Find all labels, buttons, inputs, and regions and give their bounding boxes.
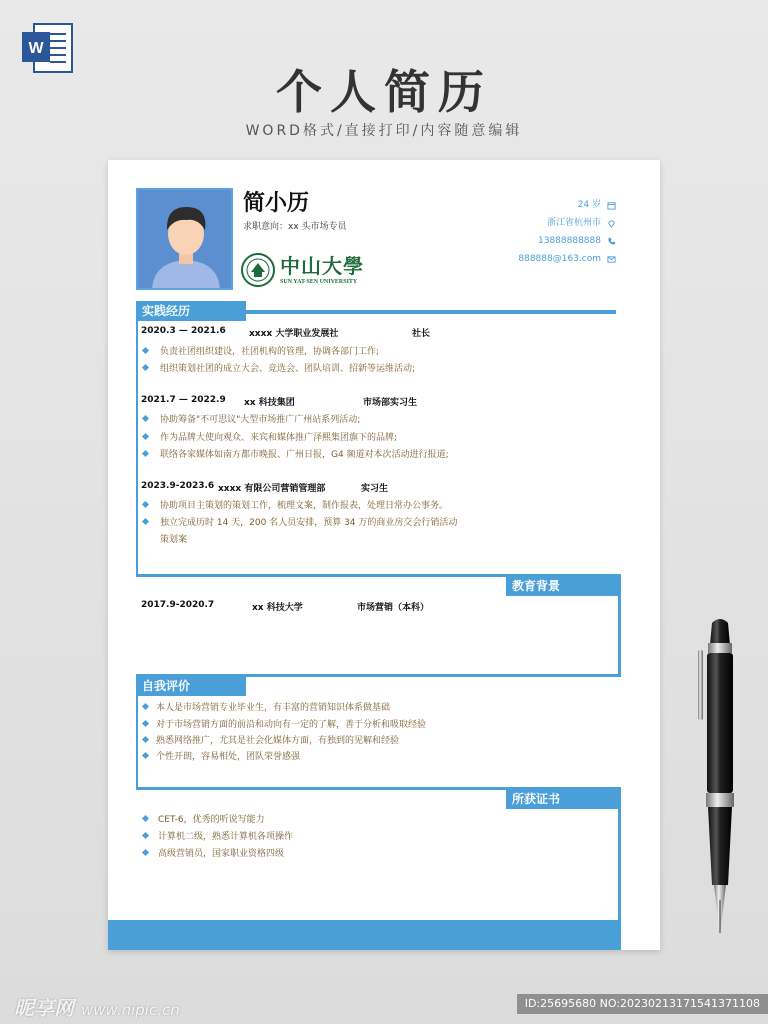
list-item: 个性开朗，容易相处，团队荣誉感强 <box>143 749 300 762</box>
page-title: 个人简历 <box>276 65 492 119</box>
list-item: 协助项目主策划的策划工作，梳理文案，制作报表，处理日常办公事务。 <box>143 498 448 511</box>
section-self-eval-heading: 自我评价 <box>136 676 246 696</box>
diamond-bullet-icon <box>142 736 149 743</box>
watermark-brand: 昵享网 www.nipic.cn <box>14 996 180 1020</box>
entry-org: xx 科技集团 <box>244 398 295 408</box>
diamond-bullet-icon <box>142 501 149 508</box>
list-item: 高级营销员，国家职业资格四级 <box>143 846 284 859</box>
entry-role: 市场部实习生 <box>363 398 418 408</box>
divider-line <box>136 310 138 576</box>
calendar-icon <box>607 201 616 210</box>
entry-role: 实习生 <box>361 484 389 494</box>
contact-info <box>518 196 616 268</box>
svg-text:W: W <box>28 40 44 57</box>
school-emblem-icon <box>240 252 276 288</box>
phone-text: 13888888888 <box>538 236 601 246</box>
diamond-bullet-icon <box>142 815 149 822</box>
education-school: xx 科技大学 <box>252 603 303 613</box>
fountain-pen-icon <box>690 615 750 945</box>
watermark-id: ID:25695680 NO:20230213171541371108 <box>517 994 768 1014</box>
resume-paper <box>108 160 660 950</box>
list-item: 本人是市场营销专业毕业生，有丰富的营销知识体系做基础 <box>143 700 390 713</box>
education-major: 市场营销（本科） <box>357 603 430 613</box>
education-date: 2017.9-2020.7 <box>141 600 215 610</box>
list-item: 负责社团组织建设，社团机构的管理，协调各部门工作; <box>143 344 379 357</box>
list-item: 对于市场营销方面的前沿和动向有一定的了解，善于分析和吸取经验 <box>143 717 426 730</box>
diamond-bullet-icon <box>142 433 149 440</box>
diamond-bullet-icon <box>142 849 149 856</box>
email-text: 888888@163.com <box>518 254 601 264</box>
diamond-bullet-icon <box>142 752 149 759</box>
candidate-name: 简小历 <box>243 191 310 216</box>
footer-bar <box>108 920 621 950</box>
diamond-bullet-icon <box>142 518 149 525</box>
entry-org: xxxx 有限公司营销管理部 <box>218 484 326 494</box>
list-item: 协助筹备"不可思议"大型市场推广广州站系列活动; <box>143 412 360 425</box>
entry-date: 2021.7 — 2022.9 <box>141 395 226 405</box>
school-name-cn: 中山大學 <box>280 254 364 278</box>
list-item: 联络各家媒体如南方都市晚报、广州日报，G4 频道对本次活动进行报道; <box>143 447 449 460</box>
list-item-continuation: 策划案 <box>160 535 188 545</box>
location-text: 浙江省杭州市 <box>546 218 601 228</box>
phone-icon <box>607 237 616 246</box>
page-subtitle: WORD格式/直接打印/内容随意编辑 <box>245 123 523 139</box>
school-logo <box>240 250 380 292</box>
avatar <box>136 188 233 290</box>
diamond-bullet-icon <box>142 347 149 354</box>
diamond-bullet-icon <box>142 703 149 710</box>
list-item: 组织策划社团的成立大会、竞选会、团队培训、招新等运维活动; <box>143 361 415 374</box>
diamond-bullet-icon <box>142 415 149 422</box>
location-pin-icon <box>607 219 616 228</box>
diamond-bullet-icon <box>142 364 149 371</box>
age-text: 24 岁 <box>577 200 601 210</box>
entry-date: 2020.3 — 2021.6 <box>141 326 226 336</box>
section-practice-heading: 实践经历 <box>136 301 246 321</box>
section-certificates-heading: 所获证书 <box>506 789 621 809</box>
entry-org: xxxx 大学职业发展社 <box>249 329 339 339</box>
avatar-person-icon <box>138 190 233 290</box>
diamond-bullet-icon <box>142 720 149 727</box>
list-item: 计算机二级，熟悉计算机各项操作 <box>143 829 293 842</box>
entry-date: 2023.9-2023.6 <box>141 481 215 491</box>
section-education-heading: 教育背景 <box>506 576 621 596</box>
diamond-bullet-icon <box>142 832 149 839</box>
list-item: 作为品牌大使向观众、来宾和媒体推广泽熙集团旗下的品牌; <box>143 430 397 443</box>
entry-role: 社长 <box>412 329 431 339</box>
list-item: 独立完成历时 14 天，200 名人员安排，预算 34 万的商业房交会行销活动 <box>143 515 457 528</box>
list-item: CET-6，优秀的听说写能力 <box>143 812 265 825</box>
email-icon <box>607 255 616 264</box>
diamond-bullet-icon <box>142 450 149 457</box>
job-intent: 求职意向：xx 头市场专员 <box>243 222 347 232</box>
list-item: 熟悉网络推广，尤其是社会化媒体方面，有独到的见解和经验 <box>143 733 399 746</box>
school-name-en: SUN YAT-SEN UNIVERSITY <box>280 279 358 285</box>
